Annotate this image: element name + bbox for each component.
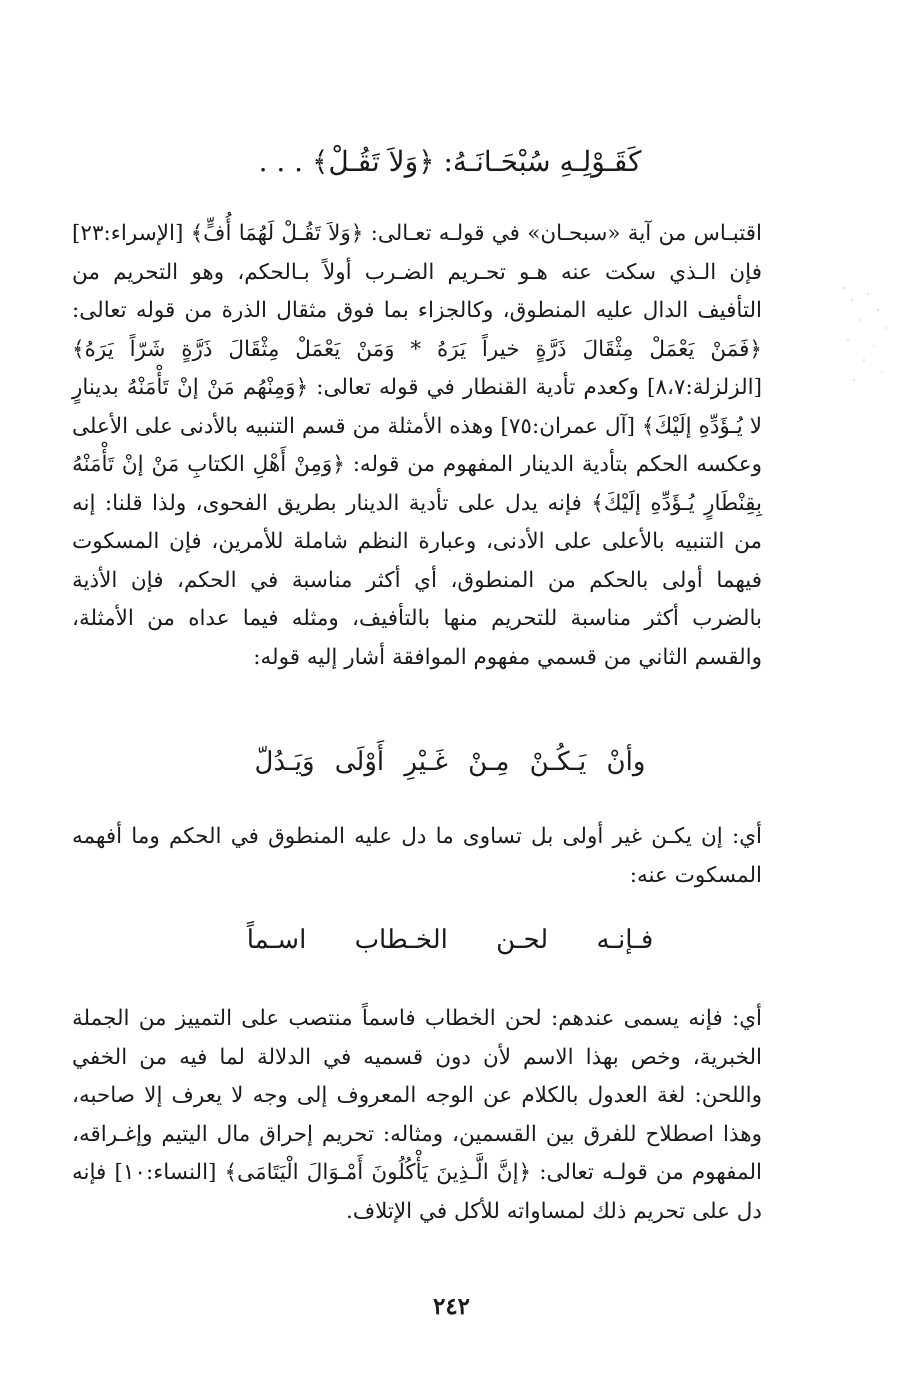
page-number: ٢٤٢ — [432, 1293, 471, 1320]
paragraph-text: اقتبـاس من آية «سبحـان» في قولـه تعـالى: ﴿وَلاَ تَقُـلْ لَهُمَا أُفٍّ﴾ [الإسراء:٢٣] فإن الـذي سكت عنه هـو تحـريم الضـرب أولاً بـالحكم، وهو التحريم من التأفيف الدال عليه المنطوق، وكالجزاء بما فوق مثقال الذرة من قوله تعالى: ﴿فَمَنْ يَعْمَلْ مِثْقَالَ ذَرَّةٍ خيراً يَرَهُ * وَمَنْ يَعْمَلْ مِثْقَالَ ذَرَّةٍ شَرّاً يَرَهُ﴾ [الزلزلة:٨،٧] وكعدم تأدية القنطار في قوله تعالى: ﴿وَمِنْهُم مَنْ إنْ تَأْمَنْهُ بدينارٍ لا يُـؤَدِّهِ إلَيْكَ﴾ [آل عمران:٧٥] وهذه الأمثلة من قسم التنبيه بالأدنى على الأعلى وعكسه الحكم بتأدية الدينار المفهوم من قوله: ﴿وَمِنْ أَهْلِ الكتابِ مَنْ إنْ تَأْمَنْهُ بِقِنْطَارٍ يُـؤَدِّهِ إلَيْكَ﴾ فإنه يدل على تأدية الدينار بطريق الفحوى، ولذا قلنا: إنه من التنبيه بالأعلى على الأدنى، وعبارة النظم شاملة للأمرين، فإن المسكوت فيهما أولى بالحكم من المنطوق، أي أكثر مناسبة في الحكم، فإن الأذية بالضرب أكثر مناسبة للتحريم منها بالتأفيف، ومثله فيما عداه من الأمثلة، والقسم الثاني من قسمي مفهوم الموافقة أشار إليه قوله: — [72, 221, 762, 670]
commentary-paragraph-1 — [72, 215, 762, 677]
commentary-paragraph-2 — [72, 818, 762, 895]
paragraph-text: أي: إن يكـن غير أولى بل تساوى ما دل عليه المنطوق في الحكم وما أفهمه المسكوت عنه: — [72, 824, 762, 888]
commentary-paragraph-3 — [72, 1000, 762, 1231]
paragraph-text: أي: فإنه يسمى عندهم: لحن الخطاب فاسماً منتصب على التمييز من الجملة الخبرية، وخص بهذا الاسم لأن دون قسميه في الدلالة لما فيه من الخفي واللحن: لغة العدول بالكلام عن الوجه المعروف إلى وجه لا يعرف إلا صاحبه، وهذا اصطلاح للفرق بين القسمين، ومثاله: تحريم إحراق مال اليتيم وإغـراقه، المفهوم من قولـه تعالى: ﴿إنَّ الَّـذِينَ يَأْكُلُونَ أَمْـوَالَ الْيَتَامَى﴾ [النساء:١٠] فإنه دل على تحريم ذلك لمساواته للأكل في الإتلاف. — [72, 1006, 763, 1224]
verse-line-2: وأنْ يَـكُـنْ مِـنْ غَـيْرِ أَوْلَى وَيَـدُلّ — [254, 747, 646, 777]
scan-noise-dots — [838, 280, 894, 390]
verse-heading: كَقَـوْلِـهِ سُبْحَـانَـهُ: ﴿وَلاَ تَقُـلْ﴾ . . . — [258, 145, 642, 178]
verse-line-3: فـإنـه لحـن الخـطاب اسـماً — [246, 925, 654, 955]
